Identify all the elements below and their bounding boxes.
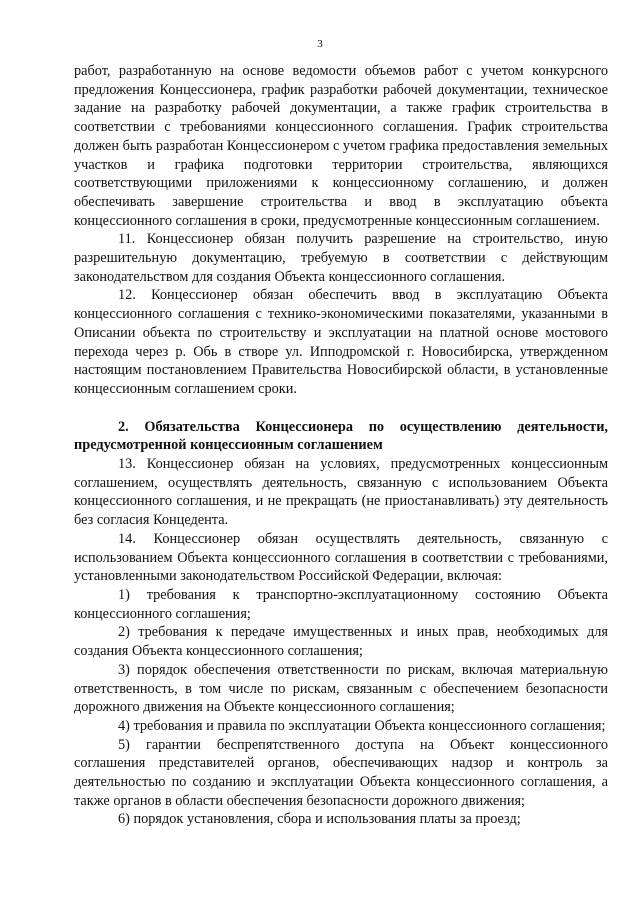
list-item-6: 6) порядок установления, сбора и использования платы за проезд; bbox=[118, 811, 521, 828]
paragraph-item-12: 12. Концессионер обязан обеспечить ввод в эксплуатацию Объекта концессионного соглашения с технико-экономическими показателями, указанными в Описании объекта по строительству и эксплуатации на платной основе мостового перехода через р. Обь в створе ул. Ипподромской г. Новосибирска, утвержденном настоящим постановлением Правительства Новосибирской области, в установленные концессионным соглашением сроки. bbox=[74, 287, 608, 397]
section-heading: 2. Обязательства Концессионера по осуществлению деятельности, предусмотренной концессионным соглашением bbox=[74, 418, 608, 454]
list-item-1: 1) требования к транспортно-эксплуатационному состоянию Объекта концессионного соглашения; bbox=[74, 586, 608, 622]
section-spacer bbox=[74, 399, 608, 418]
document-body bbox=[74, 62, 608, 829]
paragraph-item-11: 11. Концессионер обязан получить разрешение на строительство, иную разрешительную документацию, требуемую в соответствии с действующим законодательством для создания Объекта концессионного соглашения. bbox=[74, 231, 608, 285]
page-number: 3 bbox=[317, 38, 323, 50]
list-item-3: 3) порядок обеспечения ответственности по рискам, включая материальную ответственность, в том числе по рискам, связанным с обеспечением безопасности дорожного движения на Объекте концессионного соглашения; bbox=[74, 661, 608, 716]
paragraph-item-13: 13. Концессионер обязан на условиях, предусмотренных концессионным соглашением, осуществлять деятельность, связанную с использованием Объекта концессионного соглашения, и не прекращать (не приостанавливать) эту деятельность без согласия Концедента. bbox=[74, 456, 608, 529]
list-item-4: 4) требования и правила по эксплуатации Объекта концессионного соглашения; bbox=[118, 717, 606, 734]
paragraph-continuation: работ, разработанную на основе ведомости объемов работ с учетом конкурсного предложения Концессионера, график разработки рабочей документации, техническое задание на разработку рабочей документации, а также график строительства в соответствии с требованиями концессионного соглашения. График строительства должен быть разработан Концессионером с учетом графика предоставления земельных участков и графика подготовки территории строительства, являющихся соответствующими приложениями к концессионному соглашению, и должен обеспечивать завершение строительства и ввод в эксплуатацию объекта концессионного соглашения в сроки, предусмотренные концессионным соглашением. bbox=[74, 63, 608, 229]
list-item-2: 2) требования к передаче имущественных и иных прав, необходимых для создания Объекта концессионного соглашения; bbox=[74, 624, 608, 660]
paragraph-item-14: 14. Концессионер обязан осуществлять деятельность, связанную с использованием Объекта концессионного соглашения в соответствии с требованиями, установленными законодательством Российской Федерации, включая: bbox=[74, 530, 608, 585]
list-item-5: 5) гарантии беспрепятственного доступа на Объект концессионного соглашения представителей органов, обеспечивающих надзор и контроль за деятельностью по созданию и эксплуатации Объекта концессионного соглашения, а также органов в области обеспечения безопасности дорожного движения; bbox=[74, 736, 608, 809]
